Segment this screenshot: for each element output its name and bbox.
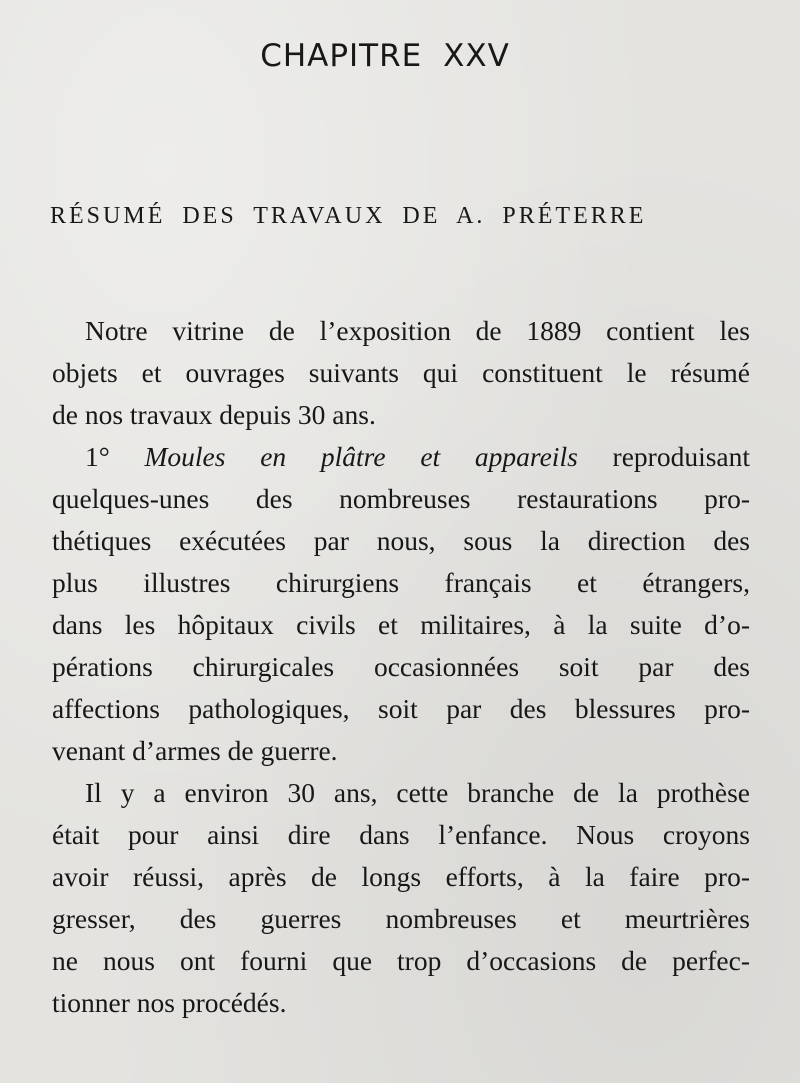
text-line: gresser, des guerres nombreuses et meurtrières [52,903,750,934]
text-line: quelques-unes des nombreuses restaurations pro- [52,483,750,514]
text-line: affections pathologiques, soit par des blessures pro- [52,693,750,724]
text-line: de nos travaux depuis 30 ans. [52,399,376,430]
text-fragment: reproduisant [577,441,751,472]
chapter-title: CHAPITRE XXV [260,38,510,74]
item-number: 1° [85,441,110,472]
text-line: venant d’armes de guerre. [52,735,338,766]
text-line: Notre vitrine de l’exposition de 1889 contient les [85,315,750,346]
text-line [52,436,750,478]
text-line: plus illustres chirurgiens français et étrangers, [52,567,750,598]
text-line: tionner nos procédés. [52,987,287,1018]
text-line: était pour ainsi dire dans l’enfance. Nous croyons [52,819,750,850]
text-line: avoir réussi, après de longs efforts, à la faire pro- [52,861,750,892]
text-line: Il y a environ 30 ans, cette branche de la prothèse [85,777,750,808]
section-title: RÉSUMÉ DES TRAVAUX DE A. PRÉTERRE [50,203,647,229]
text-line: pérations chirurgicales occasionnées soit par des [52,651,750,682]
text-line: dans les hôpitaux civils et militaires, à la suite d’o- [52,609,750,640]
text-line: ne nous ont fourni que trop d’occasions de perfec- [52,945,750,976]
paragraph-1 [52,310,750,436]
paragraph-3 [52,772,750,1024]
body-text [52,310,750,1024]
text-line: objets et ouvrages suivants qui constituent le résumé [52,357,750,388]
italic-lead: Moules en plâtre et appareils [144,441,578,472]
text-line: thétiques exécutées par nous, sous la direction des [52,525,750,556]
paragraph-2 [52,436,750,772]
